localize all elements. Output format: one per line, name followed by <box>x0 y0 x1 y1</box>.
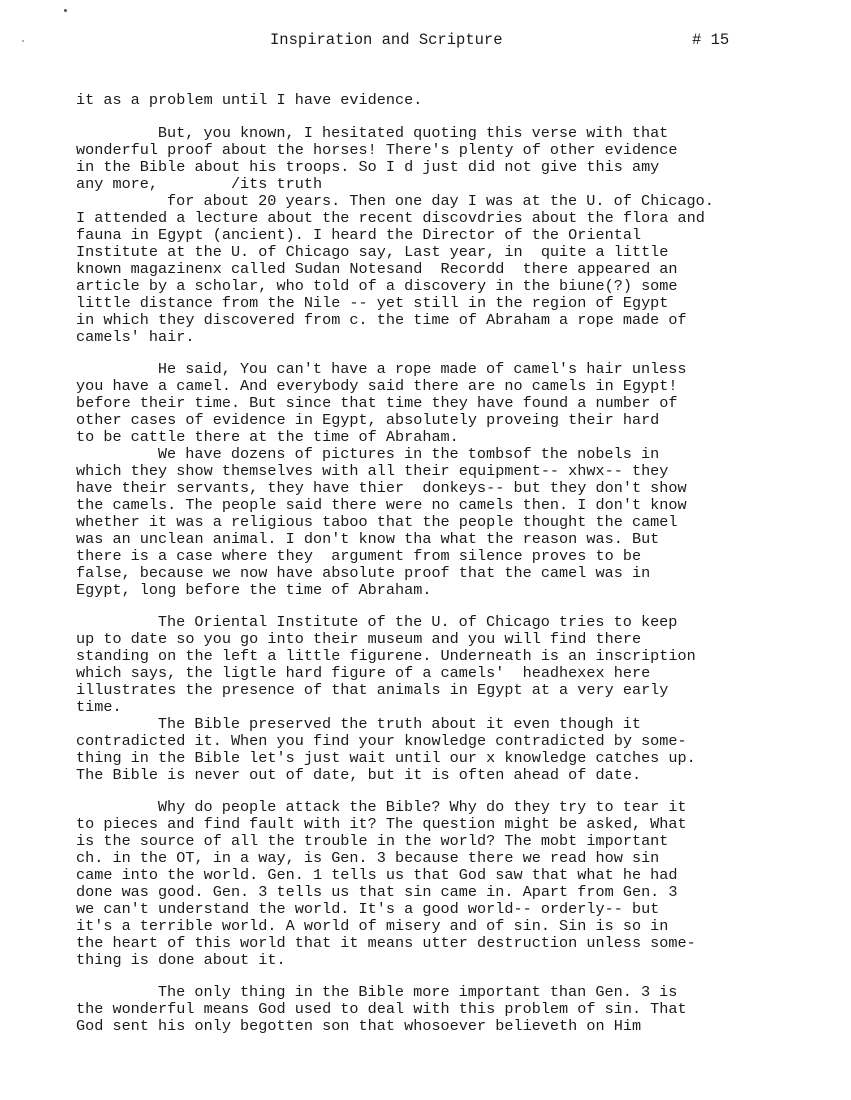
text-line: fauna in Egypt (ancient). I heard the Director of the Oriental <box>76 226 642 244</box>
text-line: contradicted it. When you find your knowledge contradicted by some- <box>76 732 687 750</box>
text-line: done was good. Gen. 3 tells us that sin came in. Apart from Gen. 3 <box>76 883 678 901</box>
text-line: little distance from the Nile -- yet still in the region of Egypt <box>76 294 669 312</box>
text-line: to pieces and find fault with it? The question might be asked, What <box>76 815 687 833</box>
text-line: before their time. But since that time they have found a number of <box>76 394 678 412</box>
text-line: time. <box>76 698 122 716</box>
text-line: ch. in the OT, in a way, is Gen. 3 because there we read how sin <box>76 849 660 867</box>
text-line: there is a case where they argument from silence proves to be <box>76 547 642 565</box>
text-line: you have a camel. And everybody said there are no camels in Egypt! <box>76 377 678 395</box>
text-line: The Oriental Institute of the U. of Chicago tries to keep <box>85 613 678 631</box>
text-line: The Bible preserved the truth about it even though it <box>85 715 641 733</box>
text-line: it as a problem until I have evidence. <box>76 91 423 109</box>
text-line: I attended a lecture about the recent discovdries about the flora and <box>76 209 705 227</box>
page-title: Inspiration and Scripture <box>270 31 503 49</box>
text-line: God sent his only begotten son that whosoever believeth on Him <box>76 1017 642 1035</box>
text-line: have their servants, they have thier donkeys-- but they don't show <box>76 479 687 497</box>
text-line: in which they discovered from c. the time of Abraham a rope made of <box>76 311 687 329</box>
page-number: # 15 <box>692 31 730 49</box>
text-line: it's a terrible world. A world of misery and of sin. Sin is so in <box>76 917 669 935</box>
text-line: for about 20 years. Then one day I was at the U. of Chicago. <box>85 192 714 210</box>
text-line: the heart of this world that it means utter destruction unless some- <box>76 934 696 952</box>
text-line: Institute at the U. of Chicago say, Last year, in quite a little <box>76 243 669 261</box>
page-header <box>0 31 851 51</box>
text-line: is the source of all the trouble in the world? The mobt important <box>76 832 669 850</box>
text-line: thing in the Bible let's just wait until our x knowledge catches up. <box>76 749 696 767</box>
text-line: standing on the left a little figurene. Underneath is an inscription <box>76 647 696 665</box>
text-line: which says, the ligtle hard figure of a camels' headhexex here <box>76 664 651 682</box>
text-line: camels' hair. <box>76 328 195 346</box>
text-line: But, you known, I hesitated quoting this verse with that <box>85 124 669 142</box>
text-line: The Bible is never out of date, but it is often ahead of date. <box>76 766 642 784</box>
text-line: was an unclean animal. I don't know tha what the reason was. But <box>76 530 660 548</box>
text-line: whether it was a religious taboo that the people thought the camel <box>76 513 678 531</box>
text-line: up to date so you go into their museum and you will find there <box>76 630 642 648</box>
text-line: we can't understand the world. It's a good world-- orderly-- but <box>76 900 660 918</box>
text-line: He said, You can't have a rope made of camel's hair unless <box>85 360 687 378</box>
text-line: We have dozens of pictures in the tombsof the nobels in <box>85 445 660 463</box>
text-line: wonderful proof about the horses! There's plenty of other evidence <box>76 141 678 159</box>
ink-speck <box>64 9 67 12</box>
text-line: which they show themselves with all their equipment-- xhwx-- they <box>76 462 669 480</box>
text-line: in the Bible about his troops. So I d just did not give this amy <box>76 158 660 176</box>
text-line: illustrates the presence of that animals in Egypt at a very early <box>76 681 669 699</box>
text-line: any more, /its truth <box>76 175 323 193</box>
text-line: known magazinenx called Sudan Notesand Recordd there appeared an <box>76 260 678 278</box>
text-line: to be cattle there at the time of Abraham. <box>76 428 459 446</box>
text-line: Why do people attack the Bible? Why do they try to tear it <box>85 798 687 816</box>
text-line: the wonderful means God used to deal with this problem of sin. That <box>76 1000 687 1018</box>
text-line: other cases of evidence in Egypt, absolutely proveing their hard <box>76 411 660 429</box>
text-line: false, because we now have absolute proof that the camel was in <box>76 564 651 582</box>
text-line: The only thing in the Bible more important than Gen. 3 is <box>85 983 678 1001</box>
text-line: thing is done about it. <box>76 951 286 969</box>
text-line: article by a scholar, who told of a discovery in the biune(?) some <box>76 277 678 295</box>
text-line: the camels. The people said there were no camels then. I don't know <box>76 496 687 514</box>
text-line: came into the world. Gen. 1 tells us that God saw that what he had <box>76 866 678 884</box>
text-line: Egypt, long before the time of Abraham. <box>76 581 432 599</box>
